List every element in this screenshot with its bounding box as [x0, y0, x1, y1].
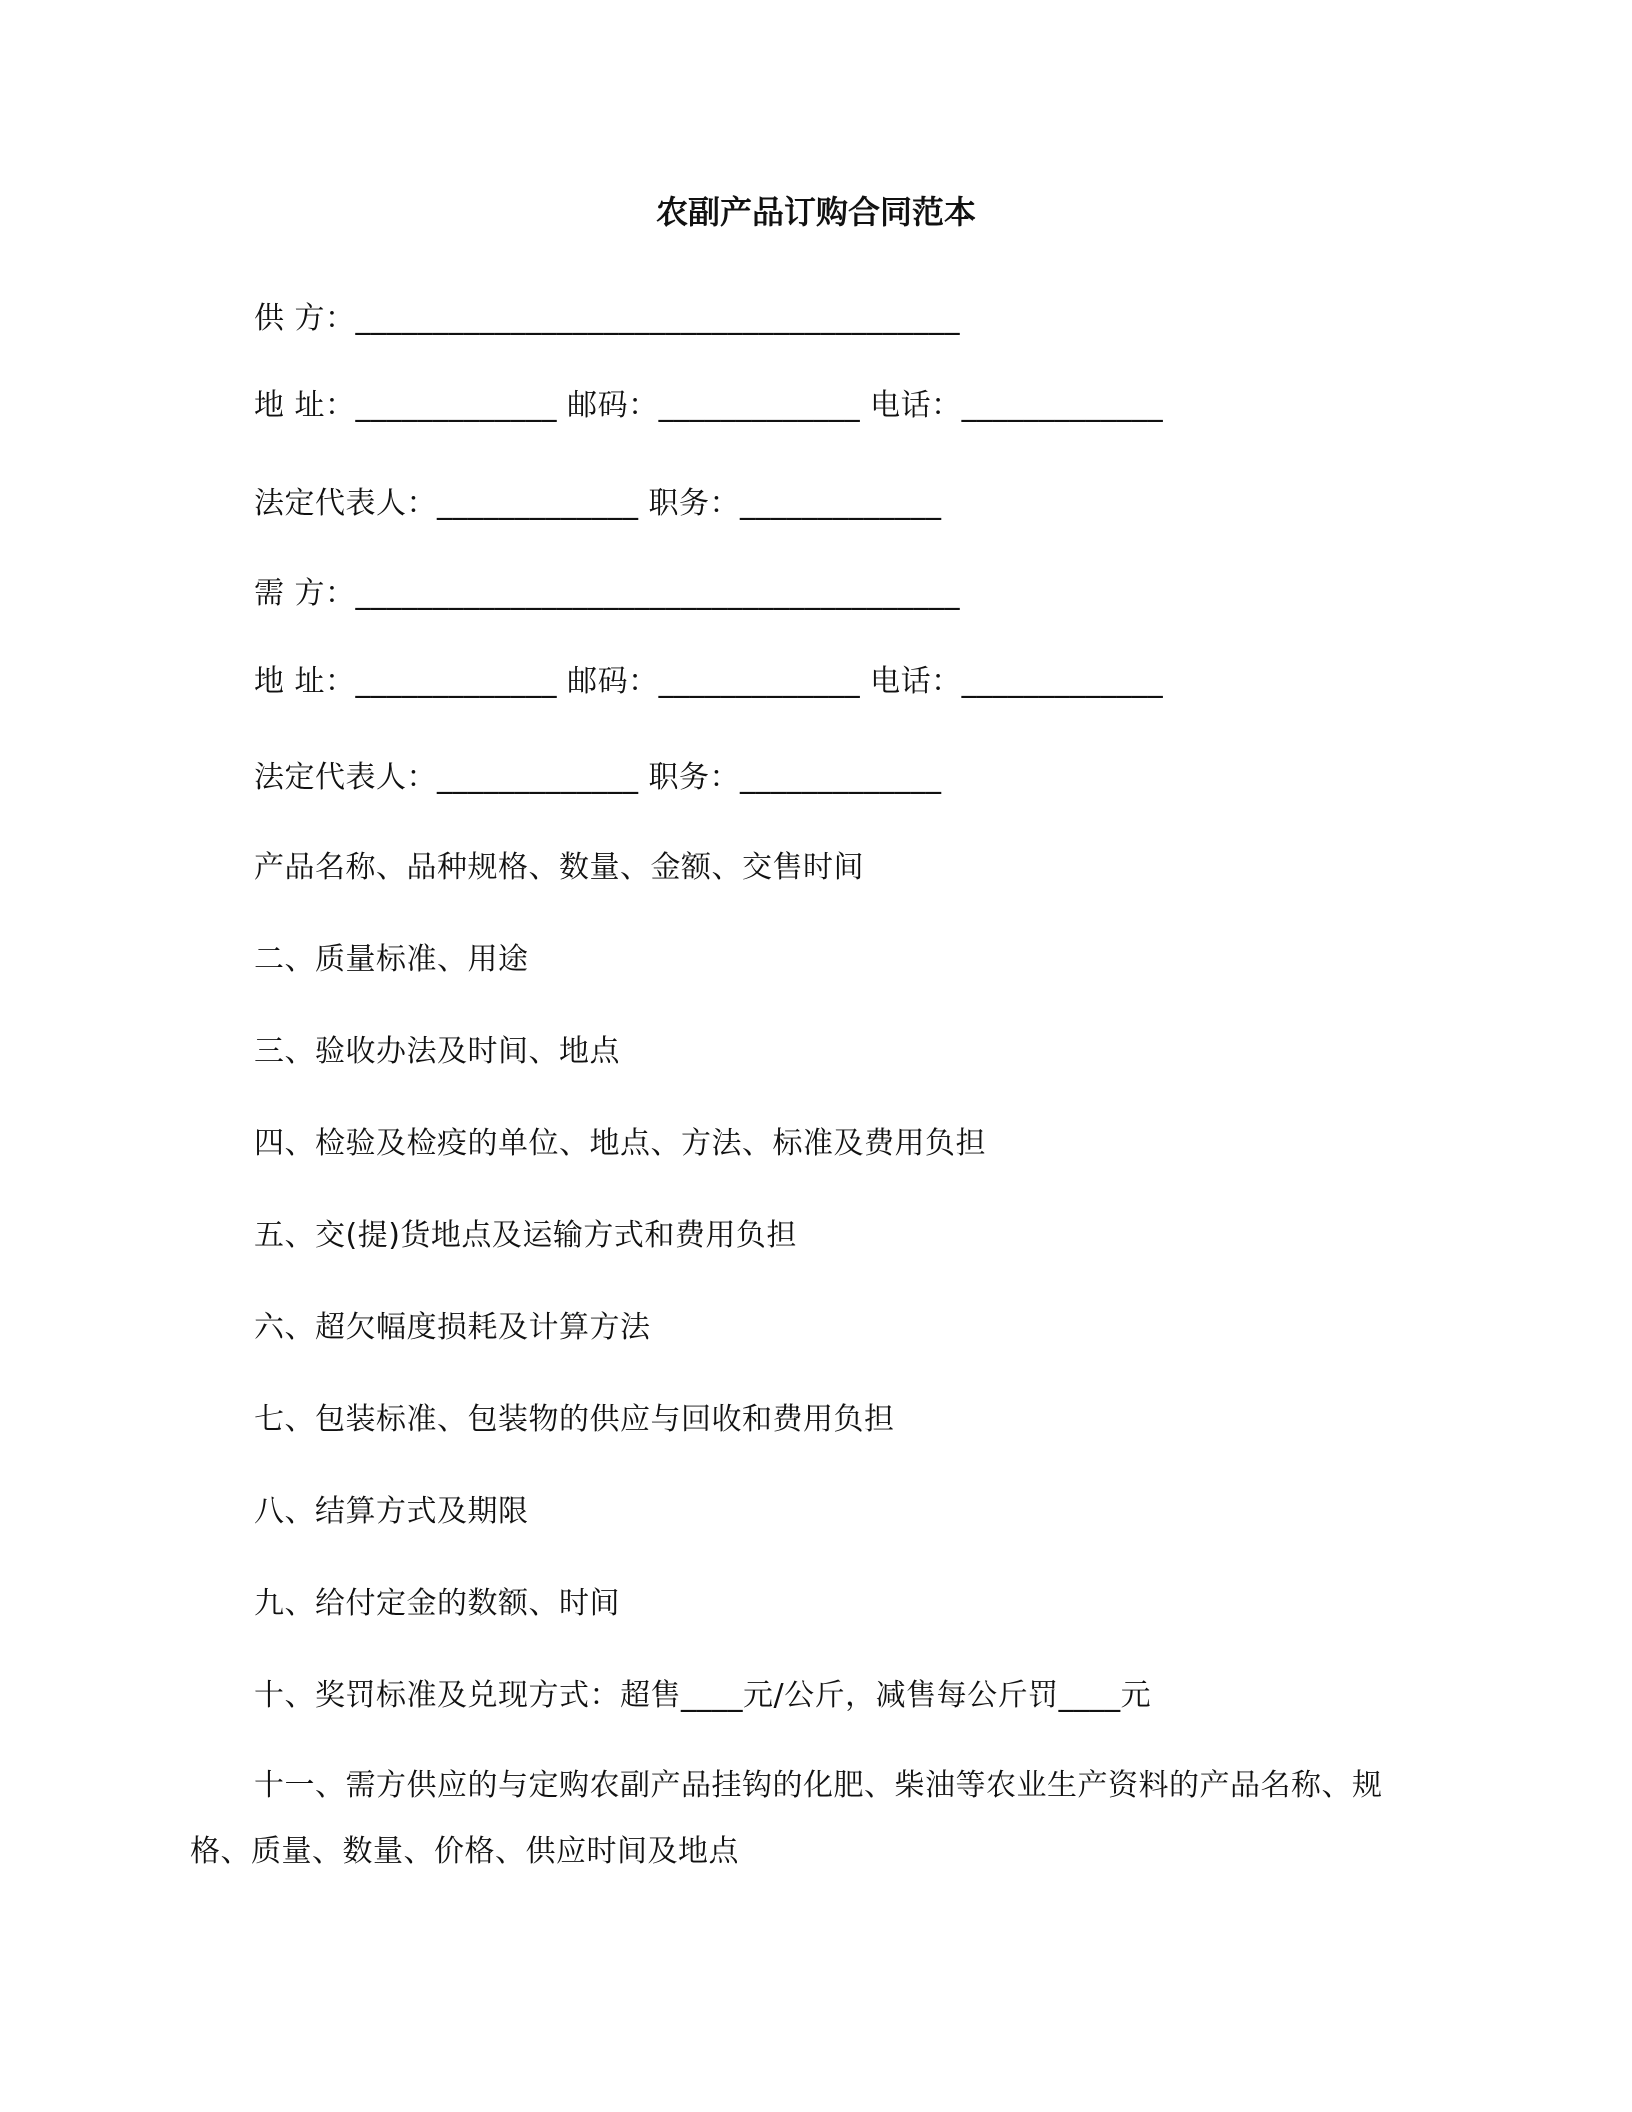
clause-4: 四、检验及检疫的单位、地点、方法、标准及费用负担	[254, 1126, 986, 1161]
buyer-name-line: 需 方：_______________________________________	[254, 576, 961, 611]
clause-3: 三、验收办法及时间、地点	[254, 1034, 620, 1069]
document-title: 农副产品订购合同范本	[655, 193, 976, 231]
buyer-address-line: 地 址：_____________ 邮码：_____________ 电话：_____________	[254, 664, 1164, 699]
clause-9: 九、给付定金的数额、时间	[254, 1586, 620, 1621]
clause-7: 七、包装标准、包装物的供应与回收和费用负担	[254, 1402, 895, 1437]
clause-6: 六、超欠幅度损耗及计算方法	[254, 1310, 651, 1345]
clause-2: 二、质量标准、用途	[254, 942, 529, 977]
buyer-representative-line: 法定代表人：_____________ 职务：_____________	[254, 760, 942, 795]
supplier-address-line: 地 址：_____________ 邮码：_____________ 电话：_____________	[254, 388, 1164, 423]
supplier-representative-line: 法定代表人：_____________ 职务：_____________	[254, 486, 942, 521]
clause-5: 五、交(提)货地点及运输方式和费用负担	[254, 1218, 797, 1253]
clause-10: 十、奖罚标准及兑现方式：超售____元/公斤，减售每公斤罚____元	[254, 1678, 1152, 1713]
supplier-name-line: 供 方：_______________________________________	[254, 301, 961, 336]
clause-1: 产品名称、品种规格、数量、金额、交售时间	[254, 850, 864, 885]
clause-8: 八、结算方式及期限	[254, 1494, 529, 1529]
clause-11: 十一、需方供应的与定购农副产品挂钩的化肥、柴油等农业生产资料的产品名称、规格、质量、数量、价格、供应时间及地点	[190, 1768, 1383, 1869]
